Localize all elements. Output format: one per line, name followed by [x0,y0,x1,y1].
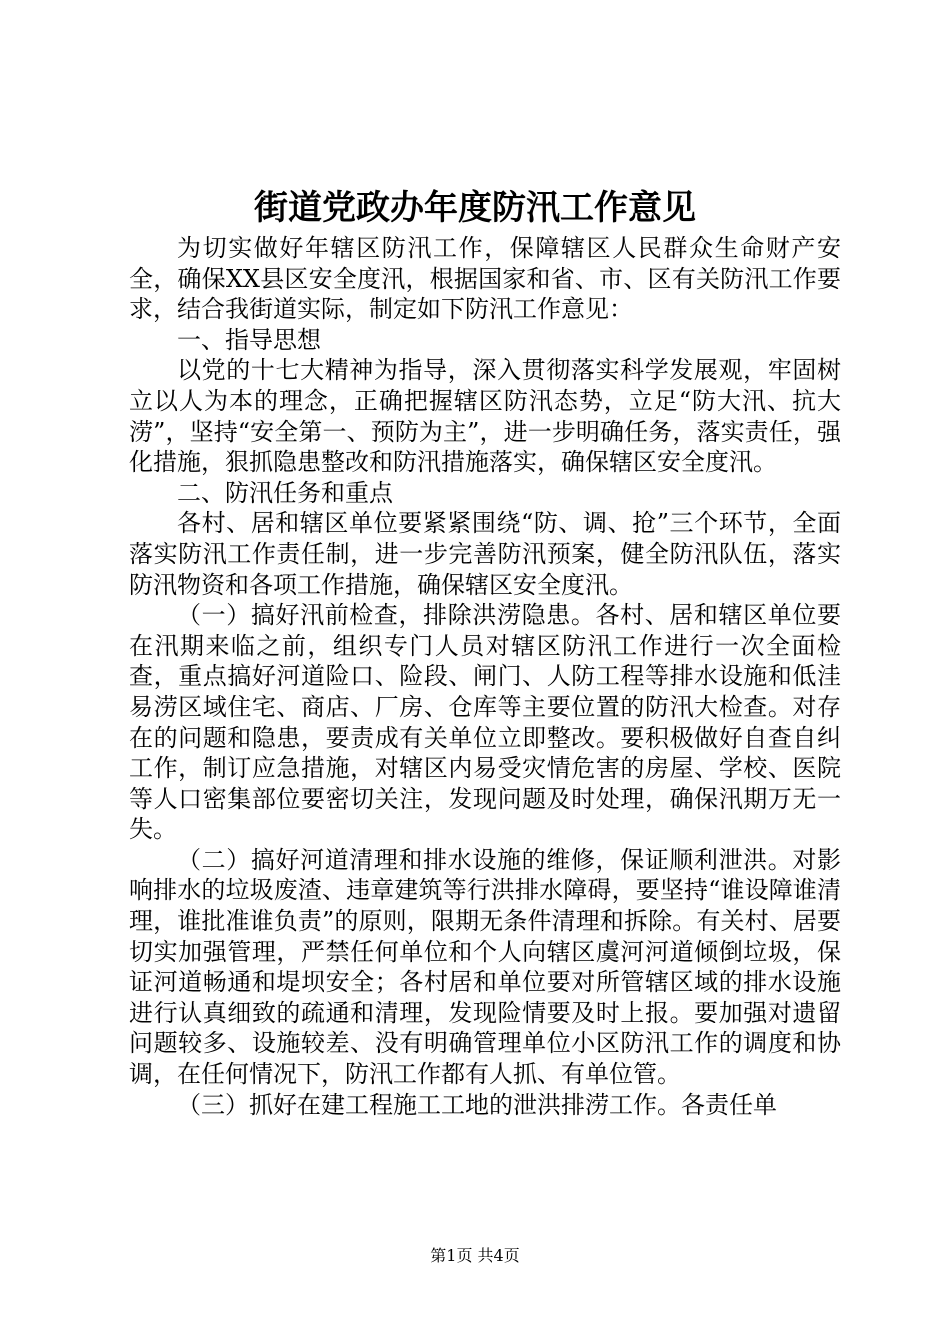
document-body [129,233,841,1120]
intro-paragraph: 为切实做好年辖区防汛工作，保障辖区人民群众生命财产安全，确保XX县区安全度汛，根据国家和省、市、区有关防汛工作要求，结合我街道实际，制定如下防汛工作意见： [129,234,841,324]
guiding-ideology-paragraph: 以党的十七大精神为指导，深入贯彻落实科学发展观，牢固树立以人为本的理念，正确把握辖区防汛态势，立足“防大汛、抗大涝”，坚持“安全第一、预防为主”，进一步明确任务，落实责任，强化措施，狠抓隐患整改和防汛措施落实，确保辖区安全度汛。 [129,356,841,477]
task-item-2-paragraph: （二）搞好河道清理和排水设施的维修，保证顺利泄洪。对影响排水的垃圾废渣、违章建筑等行洪排水障碍，要坚持“谁设障谁清理，谁批准谁负责”的原则，限期无条件清理和拆除。有关村、居要切实加强管理，严禁任何单位和个人向辖区虞河河道倾倒垃圾，保证河道畅通和堤坝安全；各村居和单位要对所管辖区域的排水设施进行认真细致的疏通和清理，发现险情要及时上报。要加强对遗留问题较多、设施较差、没有明确管理单位小区防汛工作的调度和协调，在任何情况下，防汛工作都有人抓、有单位管。 [129,845,841,1089]
task-item-1-paragraph: （一）搞好汛前检查，排除洪涝隐患。各村、居和辖区单位要在汛期来临之前，组织专门人员对辖区防汛工作进行一次全面检查，重点搞好河道险口、险段、闸门、人防工程等排水设施和低洼易涝区域住宅、商店、厂房、仓库等主要位置的防汛大检查。对存在的问题和隐患，要责成有关单位立即整改。要积极做好自查自纠工作，制订应急措施，对辖区内易受灾情危害的房屋、学校、医院等人口密集部位要密切关注，发现问题及时处理，确保汛期万无一失。 [129,601,841,844]
tasks-paragraph: 各村、居和辖区单位要紧紧围绕“防、调、抢”三个环节，全面落实防汛工作责任制，进一步完善防汛预案，健全防汛队伍，落实防汛物资和各项工作措施，确保辖区安全度汛。 [129,509,841,599]
section-heading-tasks: 二、防汛任务和重点 [177,478,393,507]
document-title: 街道党政办年度防汛工作意见 [254,188,696,228]
task-item-3-paragraph: （三）抓好在建工程施工工地的泄洪排涝工作。各责任单 [177,1090,777,1119]
section-heading-guiding-ideology: 一、指导思想 [177,325,321,354]
page-number-footer: 第1页 共4页 [430,1246,520,1265]
